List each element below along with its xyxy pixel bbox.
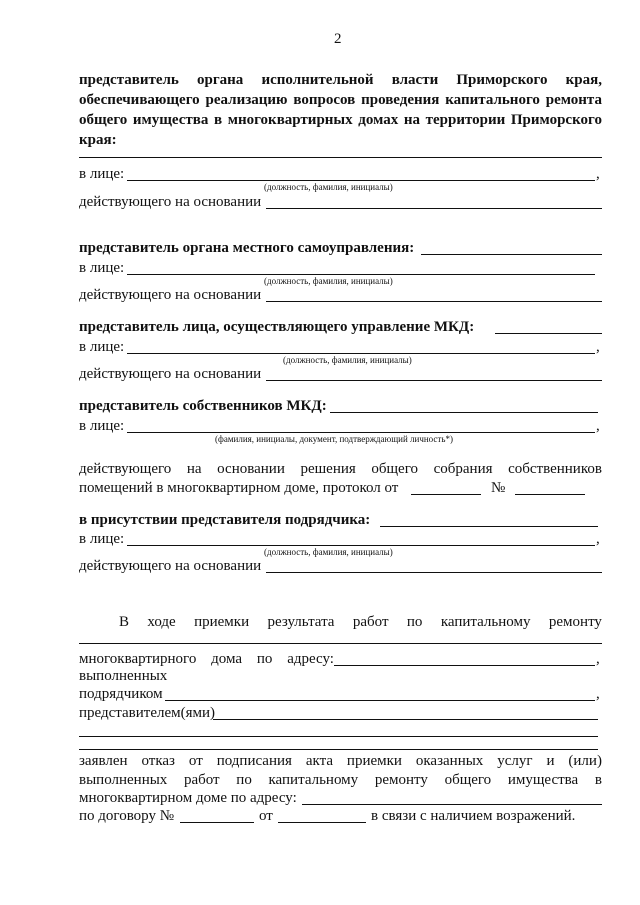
section3-heading: представитель лица, осуществляющего управление МКД: — [79, 319, 475, 335]
section2-caption: (должность, фамилия, инициалы) — [264, 276, 393, 286]
section3-acting-field[interactable] — [266, 380, 602, 381]
number-sign: № — [491, 480, 506, 496]
section5-acting-field[interactable] — [266, 572, 602, 573]
representatives-label: представителем(ями) — [79, 705, 216, 721]
section1-in-person-field[interactable] — [127, 180, 595, 181]
performed-label: выполненных — [79, 668, 168, 684]
section4-acting-line: действующего на основании решения общего собрания собственников — [79, 461, 602, 477]
section1-heading-line2: обеспечивающего реализацию вопросов проведения капитального ремонта — [79, 92, 602, 108]
comma: , — [596, 339, 600, 355]
contractor-label: подрядчиком — [79, 686, 163, 702]
contract-suffix-label: в связи с наличием возражений. — [371, 808, 576, 824]
section2-in-person-label: в лице: — [79, 260, 125, 276]
section5-caption: (должность, фамилия, инициалы) — [264, 547, 393, 557]
contractor-field[interactable] — [165, 700, 595, 701]
refusal-line-2: выполненных работ по капитальному ремонту общего имущества в — [79, 772, 602, 788]
intro-line: В ходе приемки результата работ по капитальному ремонту — [119, 614, 602, 630]
address-label: многоквартирного дома по адресу: — [79, 651, 334, 667]
section3-in-person-field[interactable] — [127, 353, 595, 354]
protocol-date-field[interactable] — [411, 494, 481, 495]
section3-in-person-label: в лице: — [79, 339, 125, 355]
section4-in-person-label: в лице: — [79, 418, 125, 434]
section4-caption: (фамилия, инициалы, документ, подтверждающий личность*) — [215, 434, 453, 444]
section5-in-person-label: в лице: — [79, 531, 125, 547]
section2-heading-field[interactable] — [421, 254, 602, 255]
section3-heading-field[interactable] — [495, 333, 602, 334]
contract-date-field[interactable] — [278, 822, 366, 823]
contract-from-label: от — [259, 808, 273, 824]
section2-acting-label: действующего на основании — [79, 287, 262, 303]
section1-heading-line1: представитель органа исполнительной власти Приморского края, — [79, 72, 602, 88]
section5-in-person-field[interactable] — [127, 545, 595, 546]
section1-acting-field[interactable] — [266, 208, 602, 209]
work-description-field[interactable] — [79, 643, 602, 644]
comma: , — [596, 418, 600, 434]
section1-blank-line[interactable] — [79, 157, 602, 158]
representatives-extra-line-1[interactable] — [79, 736, 598, 737]
refusal-line-1: заявлен отказ от подписания акта приемки оказанных услуг и (или) — [79, 753, 602, 769]
section3-acting-label: действующего на основании — [79, 366, 262, 382]
section4-in-person-field[interactable] — [127, 432, 595, 433]
section5-acting-label: действующего на основании — [79, 558, 262, 574]
section1-in-person-label: в лице: — [79, 166, 125, 182]
section1-caption: (должность, фамилия, инициалы) — [264, 182, 393, 192]
section2-acting-field[interactable] — [266, 301, 602, 302]
representatives-extra-line-2[interactable] — [79, 749, 598, 750]
comma: , — [596, 531, 600, 547]
section2-in-person-field[interactable] — [127, 274, 595, 275]
comma: , — [596, 651, 600, 667]
section2-heading: представитель органа местного самоуправления: — [79, 240, 415, 256]
comma: , — [596, 166, 600, 182]
section1-heading-line4: края: — [79, 132, 117, 148]
representatives-field[interactable] — [213, 719, 598, 720]
section4-heading: представитель собственников МКД: — [79, 398, 327, 414]
address-field[interactable] — [334, 665, 595, 666]
section4-heading-field[interactable] — [330, 412, 598, 413]
section4-protocol-label: помещений в многоквартирном доме, протокол от — [79, 480, 399, 496]
section3-caption: (должность, фамилия, инициалы) — [283, 355, 412, 365]
section1-heading-line3: общего имущества в многоквартирных домах на территории Приморского — [79, 112, 602, 128]
page-number: 2 — [334, 31, 342, 47]
comma: , — [596, 686, 600, 702]
section5-heading-field[interactable] — [380, 526, 598, 527]
section1-acting-label: действующего на основании — [79, 194, 262, 210]
protocol-number-field[interactable] — [515, 494, 585, 495]
contract-label: по договору № — [79, 808, 175, 824]
section5-heading: в присутствии представителя подрядчика: — [79, 512, 371, 528]
refusal-address-label: многоквартирном доме по адресу: — [79, 790, 297, 806]
refusal-address-field[interactable] — [302, 804, 602, 805]
contract-number-field[interactable] — [180, 822, 254, 823]
